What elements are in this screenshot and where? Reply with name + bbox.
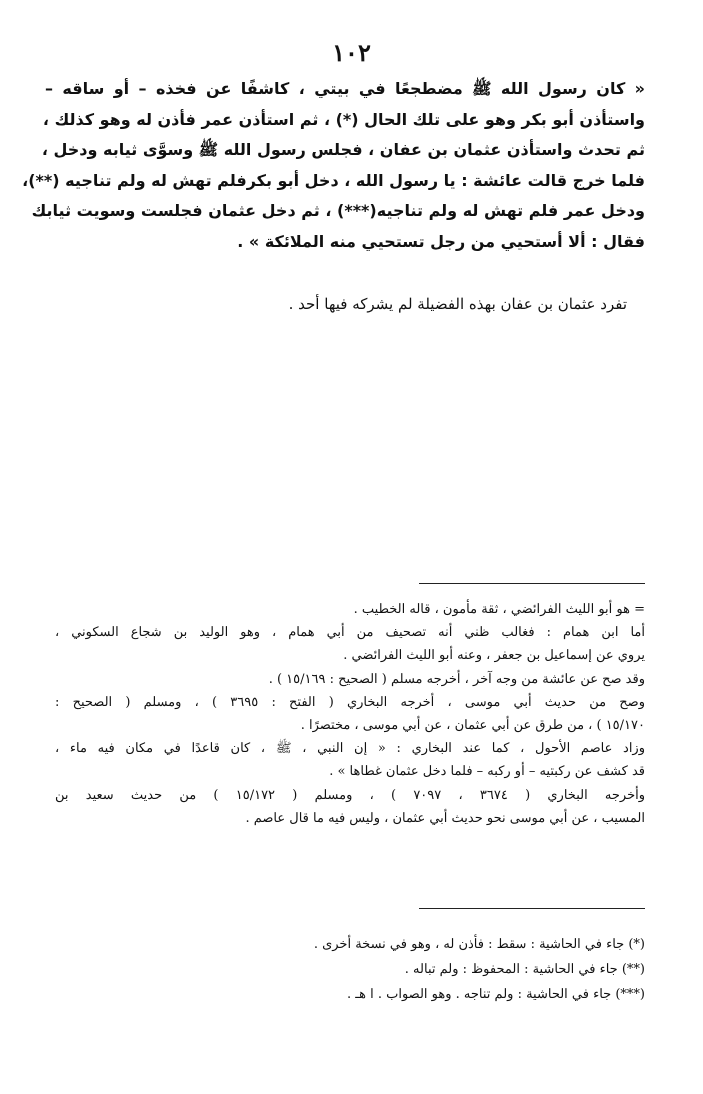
hadith-line: ودخل عمر فلم تهش له ولم تناجيه(***) ، ثم دخل عثمان فجلست وسويت ثيابك xyxy=(31,201,645,220)
variant-notes xyxy=(55,932,645,1007)
footnote-line: أما ابن همام : فغالب ظني أنه تصحيف من أبي همام ، وهو الوليد بن شجاع السكوني ، xyxy=(55,625,645,641)
footnotes-section xyxy=(55,598,645,830)
footnote-line: وأخرجه البخاري ( ٣٦٧٤ ، ٧٠٩٧ ) ، ومسلم ( ١٥/١٧٢ ) من حديث سعيد بن xyxy=(55,787,646,803)
variant-note: (**) جاء في الحاشية : المحفوظ : ولم تباله . xyxy=(404,962,645,977)
page-number: ١٠٢ xyxy=(332,38,371,67)
footnote-line: = هو أبو الليث الفرائضي ، ثقة مأمون ، قاله الخطيب . xyxy=(353,602,645,617)
footnote-paragraph xyxy=(55,737,645,783)
hadith-line: ثم تحدث واستأذن عثمان بن عفان ، فجلس رسول الله ﷺ وسوَّى ثيابه ودخل ، xyxy=(41,140,645,159)
footnote-line: قد كشف عن ركبتيه – أو ركبه – فلما دخل عثمان غطاها » . xyxy=(329,764,645,780)
footnote-line: وزاد عاصم الأحول ، كما عند البخاري : « إن النبي ، ﷺ ، كان قاعدًا في مكان فيه ماء ، xyxy=(55,741,645,757)
footnote-line: المسيب ، عن أبي موسى نحو حديث أبي عثمان ، وليس فيه ما قال عاصم . xyxy=(245,810,645,826)
variant-notes-divider xyxy=(419,908,645,909)
footnote-line: ١٥/١٧٠ ) ، من طرق عن أبي عثمان ، عن أبي موسى ، مختصرًا . xyxy=(300,718,645,734)
footnote-paragraph xyxy=(55,668,645,691)
footnote-line: وقد صح عن عائشة من وجه آخر ، أخرجه مسلم ( الصحيح : ١٥/١٦٩ ) . xyxy=(268,671,645,687)
footnote-line: يروي عن إسماعيل بن جعفر ، وعنه أبو الليث الفرائضي . xyxy=(343,648,645,664)
footnote-paragraph xyxy=(55,691,645,737)
footnote-paragraph xyxy=(55,621,645,667)
hadith-line: فقال : ألا أستحيي من رجل تستحيي منه الملائكة » . xyxy=(237,231,645,251)
footnote-divider xyxy=(419,583,645,584)
footnote-line: وصح من حديث أبي موسى ، أخرجه البخاري ( الفتح : ٣٦٩٥ ) ، ومسلم ( الصحيح : xyxy=(55,694,646,710)
variant-note: (***) جاء في الحاشية : ولم تناجه . وهو الصواب . ا هـ . xyxy=(347,987,645,1002)
hadith-text xyxy=(22,74,645,257)
hadith-line: فلما خرج قالت عائشة : يا رسول الله ، دخل أبو بكرفلم تهش له ولم تناجيه (**)، xyxy=(22,170,645,190)
hadith-line: « كان رسول الله ﷺ مضطجعًا في بيتي ، كاشفًا عن فخذه – أو ساقه – xyxy=(45,79,645,98)
author-comment: تفرد عثمان بن عفان بهذه الفضيلة لم يشركه فيها أحد . xyxy=(288,295,627,313)
hadith-line: واستأذن أبو بكر وهو على تلك الحال (*) ، ثم استأذن عمر فأذن له وهو كذلك ، xyxy=(42,109,645,129)
footnote-paragraph xyxy=(55,598,645,621)
footnote-paragraph xyxy=(55,784,645,830)
variant-note: (*) جاء في الحاشية : سقط : فأذن له ، وهو في نسخة أخرى . xyxy=(313,937,645,952)
